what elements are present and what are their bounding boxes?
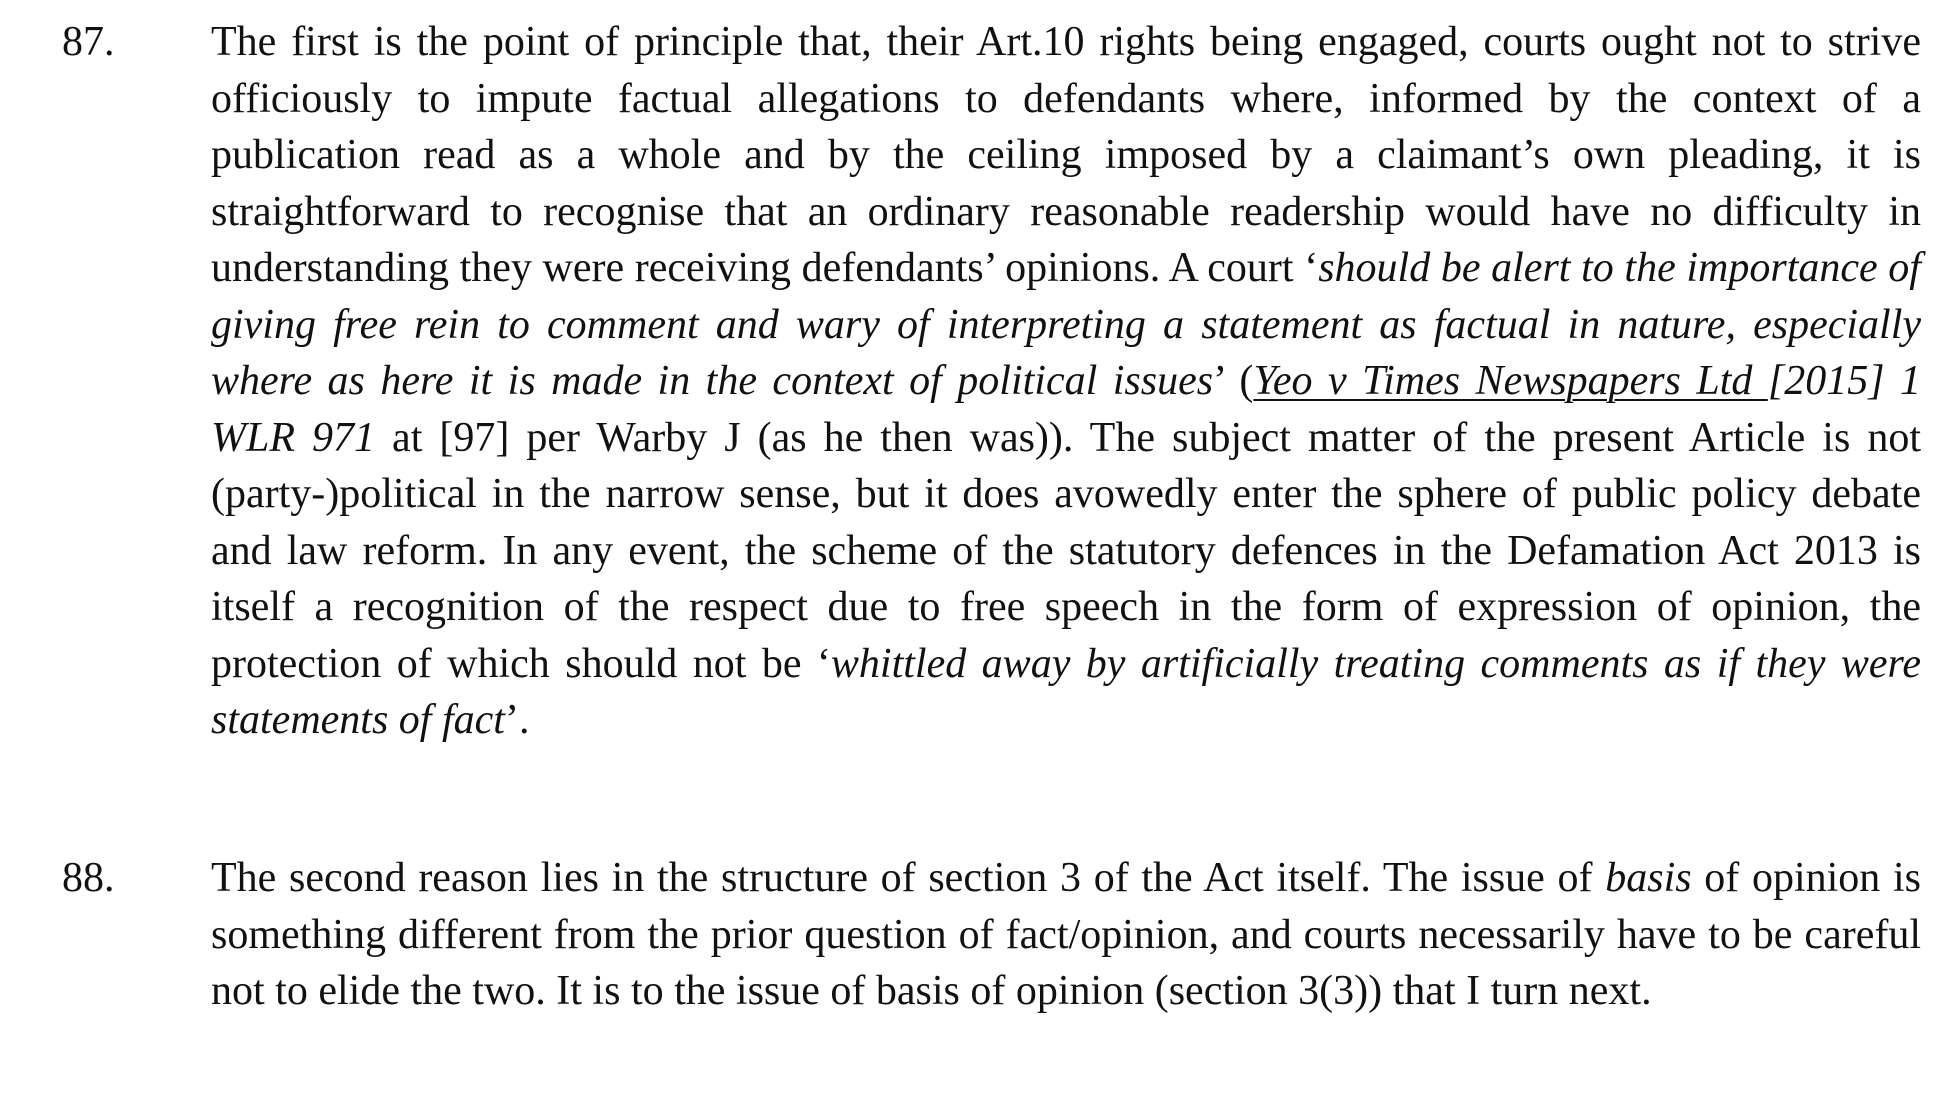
paragraph-text-run: ’ ( bbox=[1213, 358, 1254, 404]
paragraph-text-run: The second reason lies in the structure of section 3 of the Act itself. The issue of bbox=[211, 855, 1606, 901]
case-citation-link[interactable]: Yeo v Times Newspapers Ltd bbox=[1253, 358, 1768, 404]
paragraph-number: 87. bbox=[62, 19, 115, 65]
italic-quotation: should be alert to the importance of giving free rein to comment and wary of interpreting a statement as factual in nature, especially where as here it is made in the context of political issues bbox=[211, 245, 1921, 404]
italic-quotation: whittled away by artificially treating comments as if they were statements of fact bbox=[211, 640, 1921, 743]
paragraph-number: 88. bbox=[62, 855, 115, 901]
italic-emphasis: basis bbox=[1605, 855, 1692, 901]
paragraph-text-run: The first is the point of principle that, their Art.10 rights being engaged, courts ought not to strive officiously to impute factual allegations to defendants where, informed by the context of a publication read as a whole and by the ceiling imposed by a claimant’s own pleading, it is straightforward to recognise that an ordinary reasonable readership would have no difficulty in understanding they were receiving defendants’ opinions. A court ‘ bbox=[211, 19, 1921, 291]
law-report-citation: [2015] 1 WLR 971 bbox=[211, 358, 1921, 461]
paragraph-text-run: at [97] per Warby J (as he then was)). The subject matter of the present Article is not (party-)political in the narrow sense, but it does avowedly enter the sphere of public policy debate and law reform. In any event, the scheme of the statutory defences in the Defamation Act 2013 is itself a recognition of the respect due to free speech in the form of expression of opinion, the protection of which should not be ‘ bbox=[211, 414, 1922, 687]
paragraph-text bbox=[211, 850, 1921, 1020]
paragraph-text bbox=[211, 14, 1921, 749]
paragraph-text-run: of opinion is something different from the prior question of fact/opinion, and courts necessarily have to be careful not to elide the two. It is to the issue of basis of opinion (section 3(3)) that I turn next. bbox=[211, 855, 1922, 1014]
paragraph-text-run: ’. bbox=[504, 697, 530, 743]
